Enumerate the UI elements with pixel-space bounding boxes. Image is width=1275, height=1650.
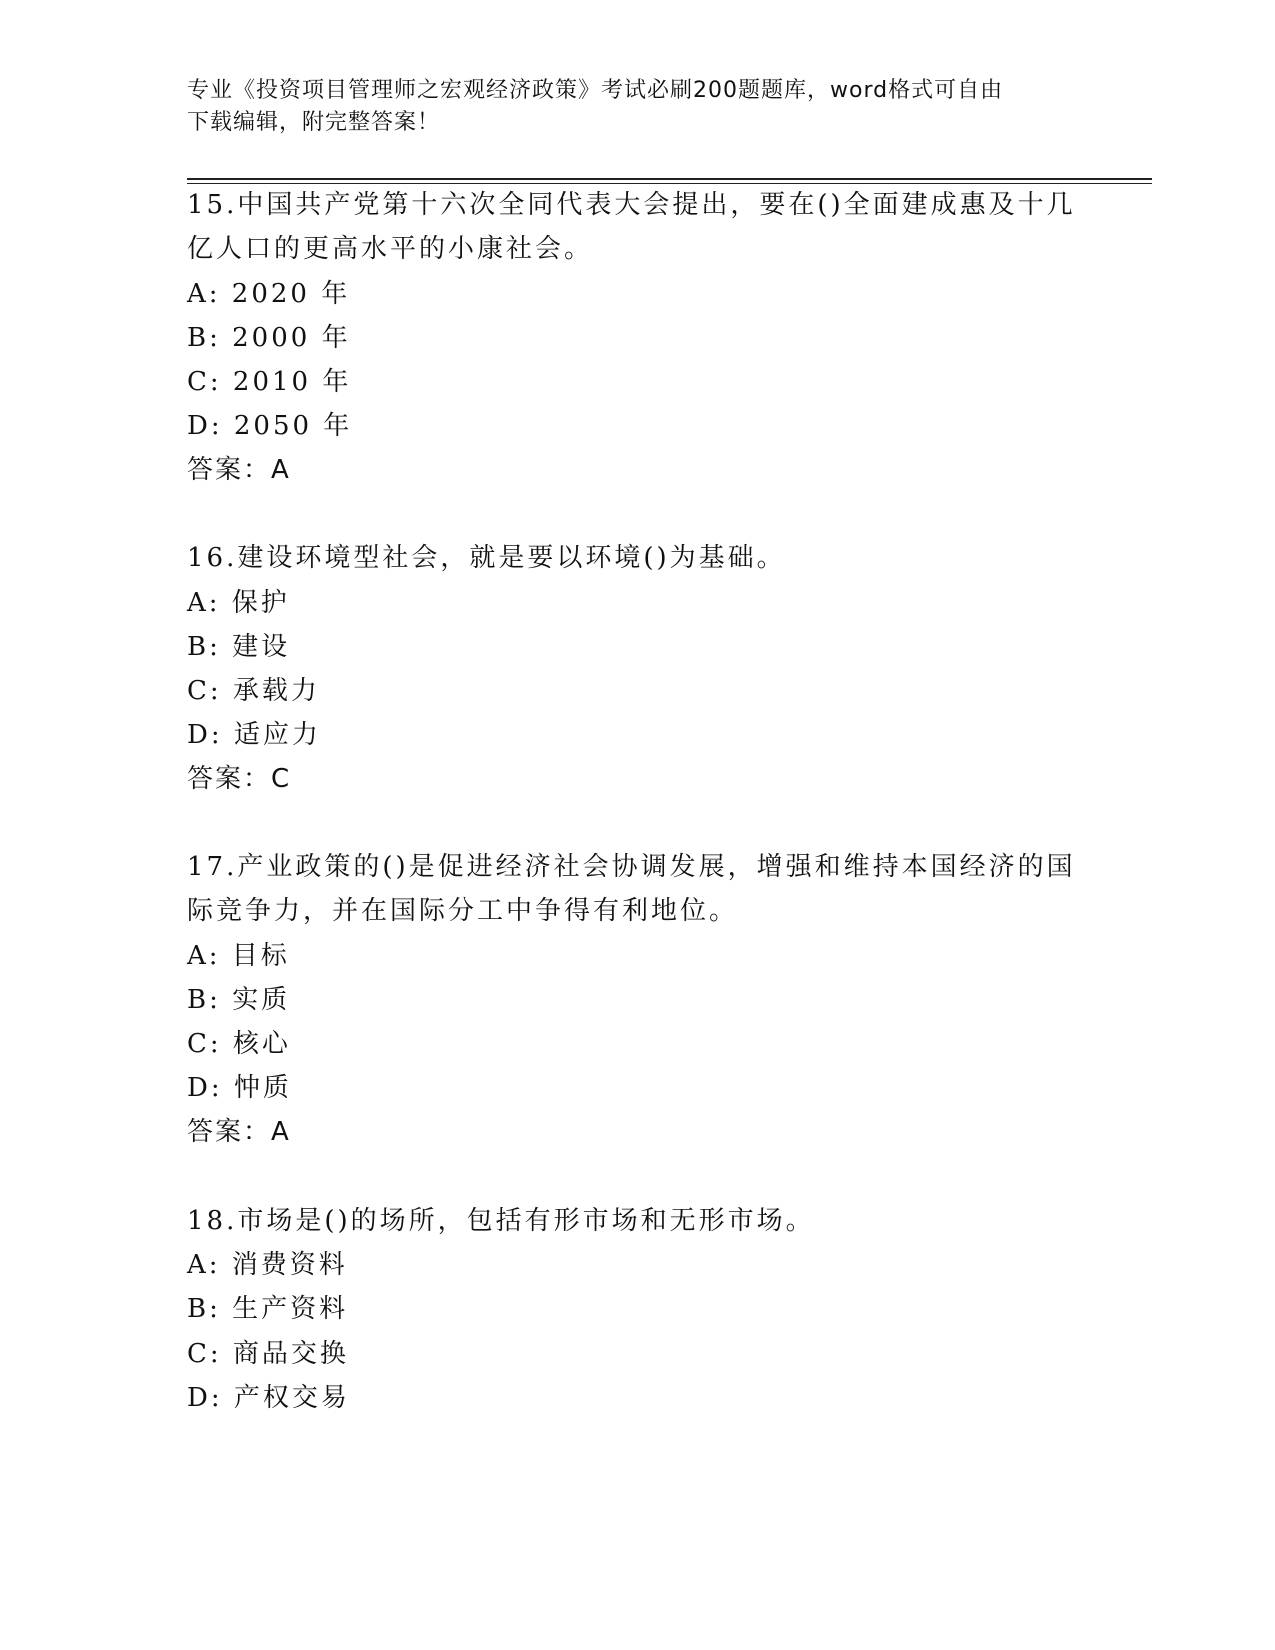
- option-d: D: 2050 年: [187, 411, 353, 441]
- option-a: A: 保护: [187, 588, 290, 618]
- question-stem: 16.建设环境型社会，就是要以环境()为基础。: [187, 543, 786, 573]
- question-stem: 际竞争力，并在国际分工中争得有利地位。: [187, 896, 739, 926]
- option-a: A: 目标: [187, 941, 290, 971]
- header-divider: [187, 178, 1152, 180]
- question-stem: 15.中国共产党第十六次全同代表大会提出，要在()全面建成惠及十几: [187, 190, 1076, 220]
- question-stem: 17.产业政策的()是促进经济社会协调发展，增强和维持本国经济的国: [187, 852, 1076, 882]
- answer-line: 答案：A: [187, 1117, 291, 1147]
- header-divider-thin: [187, 183, 1152, 184]
- option-c: C: 承载力: [187, 676, 320, 706]
- option-c: C: 核心: [187, 1029, 291, 1059]
- answer-line: 答案：C: [187, 764, 292, 794]
- option-d: D: 产权交易: [187, 1383, 350, 1413]
- option-c: C: 商品交换: [187, 1339, 349, 1369]
- option-a: A: 消费资料: [187, 1250, 348, 1280]
- option-b: B: 实质: [187, 985, 291, 1015]
- option-b: B: 生产资料: [187, 1294, 349, 1324]
- answer-line: 答案：A: [187, 455, 291, 485]
- option-d: D: 忡质: [187, 1073, 292, 1103]
- option-b: B: 建设: [187, 632, 291, 662]
- option-d: D: 适应力: [187, 720, 321, 750]
- option-c: C: 2010 年: [187, 367, 352, 397]
- question-stem: 18.市场是()的场所，包括有形市场和无形市场。: [187, 1206, 815, 1236]
- question-stem: 亿人口的更高水平的小康社会。: [187, 234, 594, 264]
- option-b: B: 2000 年: [187, 323, 351, 353]
- option-a: A: 2020 年: [187, 279, 351, 309]
- document-header: 专业《投资项目管理师之宏观经济政策》考试必刷200题题库，word格式可自由 下载编辑，附完整答案！: [187, 78, 1004, 135]
